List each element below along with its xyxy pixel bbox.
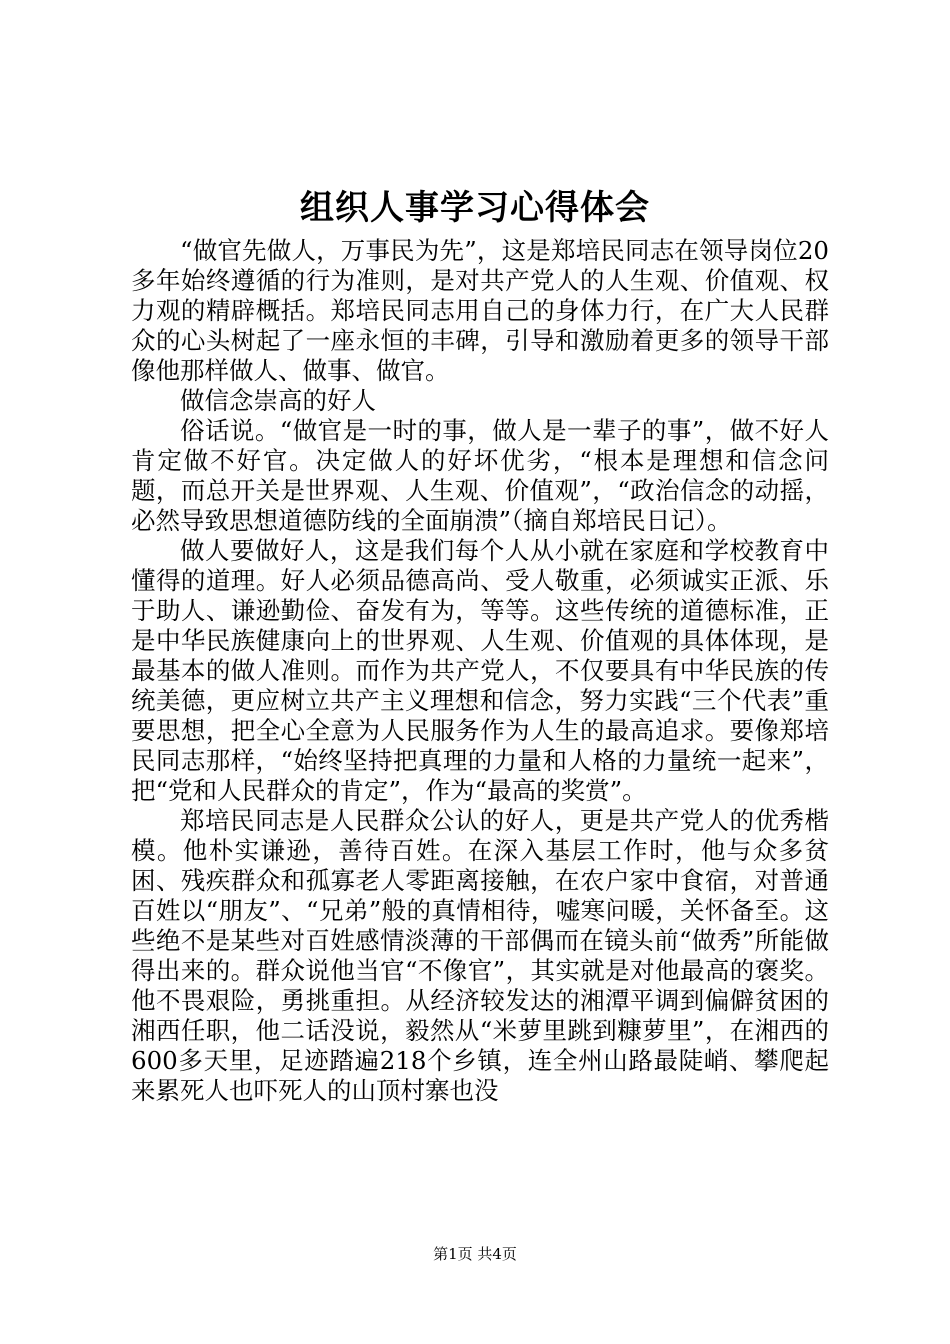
- document-title: 组织人事学习心得体会: [300, 188, 650, 228]
- paragraph-intro: “做官先做人，万事民为先”，这是郑培民同志在领导岗位20多年始终遵循的行为准则，是对共产党人的人生观、价值观、权力观的精辟概括。郑培民同志用自己的身体力行，在广大人民群众的心头树起了一座永恒的丰碑，引导和激励着更多的领导干部像他那样做人、做事、做官。: [131, 236, 829, 385]
- section-heading: 做信念崇高的好人: [180, 386, 376, 415]
- paragraph-saying: 俗话说。“做官是一时的事，做人是一辈子的事”，做不好人肯定做不好官。决定做人的好坏优劣，“根本是理想和信念问题，而总开关是世界观、人生观、价值观”，“政治信念的动摇，必然导致思想道德防线的全面崩溃”（摘自郑培民日记）。: [131, 416, 829, 535]
- paragraph-good-person: 做人要做好人，这是我们每个人从小就在家庭和学校教育中懂得的道理。好人必须品德高尚、受人敬重，必须诚实正派、乐于助人、谦逊勤俭、奋发有为，等等。这些传统的道德标准，正是中华民族健康向上的世界观、人生观、价值观的具体体现，是最基本的做人准则。而作为共产党人，不仅要具有中华民族的传统美德，更应树立共产主义理想和信念，努力实践“三个代表”重要思想，把全心全意为人民服务作为人生的最高追求。要像郑培民同志那样，“始终坚持把真理的力量和人格的力量统一起来”，把“党和人民群众的肯定”，作为“最高的奖赏”。: [131, 536, 829, 805]
- page-footer: 第1页 共4页: [433, 1245, 517, 1263]
- paragraph-zheng-peimin: 郑培民同志是人民群众公认的好人，更是共产党人的优秀楷模。他朴实谦逊，善待百姓。在深入基层工作时，他与众多贫困、残疾群众和孤寡老人零距离接触，在农户家中食宿，对普通百姓以“朋友”、“兄弟”般的真情相待，嘘寒问暖，关怀备至。这些绝不是某些对百姓感情淡薄的干部偶而在镜头前“做秀”所能做得出来的。群众说他当官“不像官”，其实就是对他最高的褒奖。他不畏艰险，勇挑重担。从经济较发达的湘潭平调到偏僻贫困的湘西任职，他二话没说，毅然从“米萝里跳到糠萝里”，在湘西的600多天里，足迹踏遍218个乡镇，连全州山路最陡峭、攀爬起来累死人也吓死人的山顶村寨也没: [131, 806, 829, 1105]
- document-body: [131, 236, 829, 1106]
